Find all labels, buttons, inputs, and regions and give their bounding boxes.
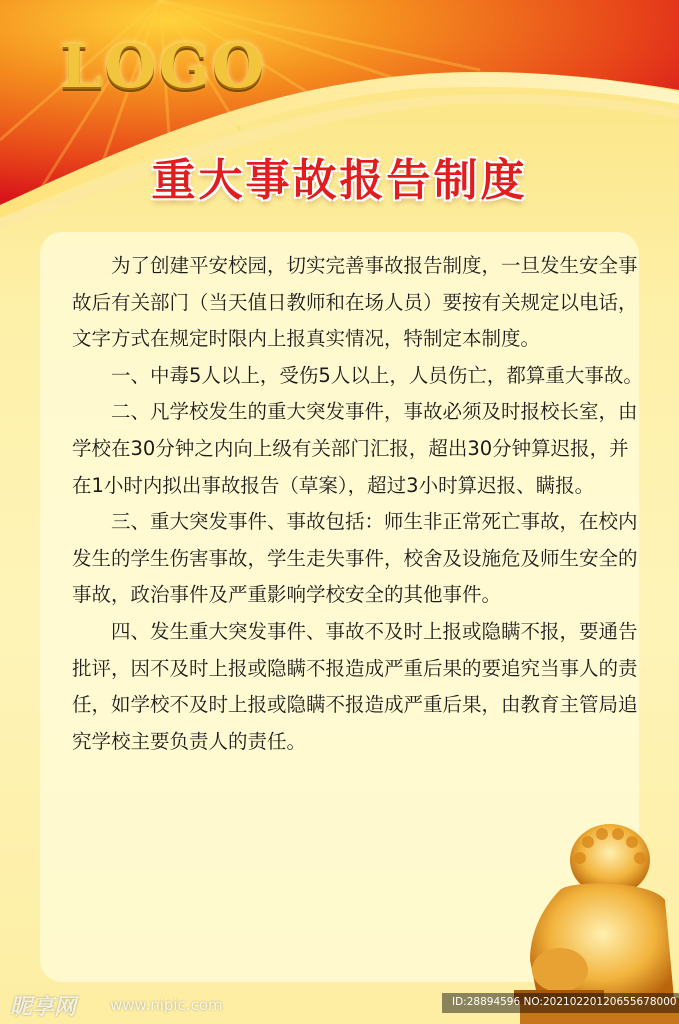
logo-text: LOGO [60, 32, 266, 102]
paragraph-rule-1: 一、中毒5人以上，受伤5人以上，人员伤亡，都算重大事故。 [111, 363, 643, 387]
watermark-site: www.nipic.com [110, 996, 223, 1014]
paragraph-rule-3: 三、重大突发事件、事故包括：师生非正常死亡事故，在校内发生的学生伤害事故，学生走失事件，校舍及设施危及师生安全的事故，政治事件及严重影响学校安全的其他事件。 [72, 510, 638, 607]
page-title: 重大事故报告制度 [151, 155, 528, 206]
paragraph-rule-4: 四、发生重大突发事件、事故不及时上报或隐瞒不报，要通告批评，因不及时上报或隐瞒不报造成严重后果的要追究当事人的责任，如学校不及时上报或隐瞒不报造成严重后果，由教育主管局追究学校主要负责人的责任。 [72, 619, 638, 753]
paragraph-intro: 为了创建平安校园，切实完善事故报告制度，一旦发生安全事故后有关部门（当天值日教师和在场人员）要按有关规定以电话，文字方式在规定时限内上报真实情况，特制定本制度。 [72, 254, 638, 351]
image-id-label: ID:28894596 NO:20210220120655678000 [452, 996, 677, 1008]
watermark-logo: 昵享网 [10, 995, 77, 1020]
document-body [72, 248, 644, 760]
paragraph-rule-2: 二、凡学校发生的重大突发事件，事故必须及时报校长室，由学校在30分钟之内向上级有关部门汇报，超出30分钟算迟报，并在1小时内拟出事故报告（草案），超过3小时算迟报、瞒报。 [72, 400, 638, 497]
